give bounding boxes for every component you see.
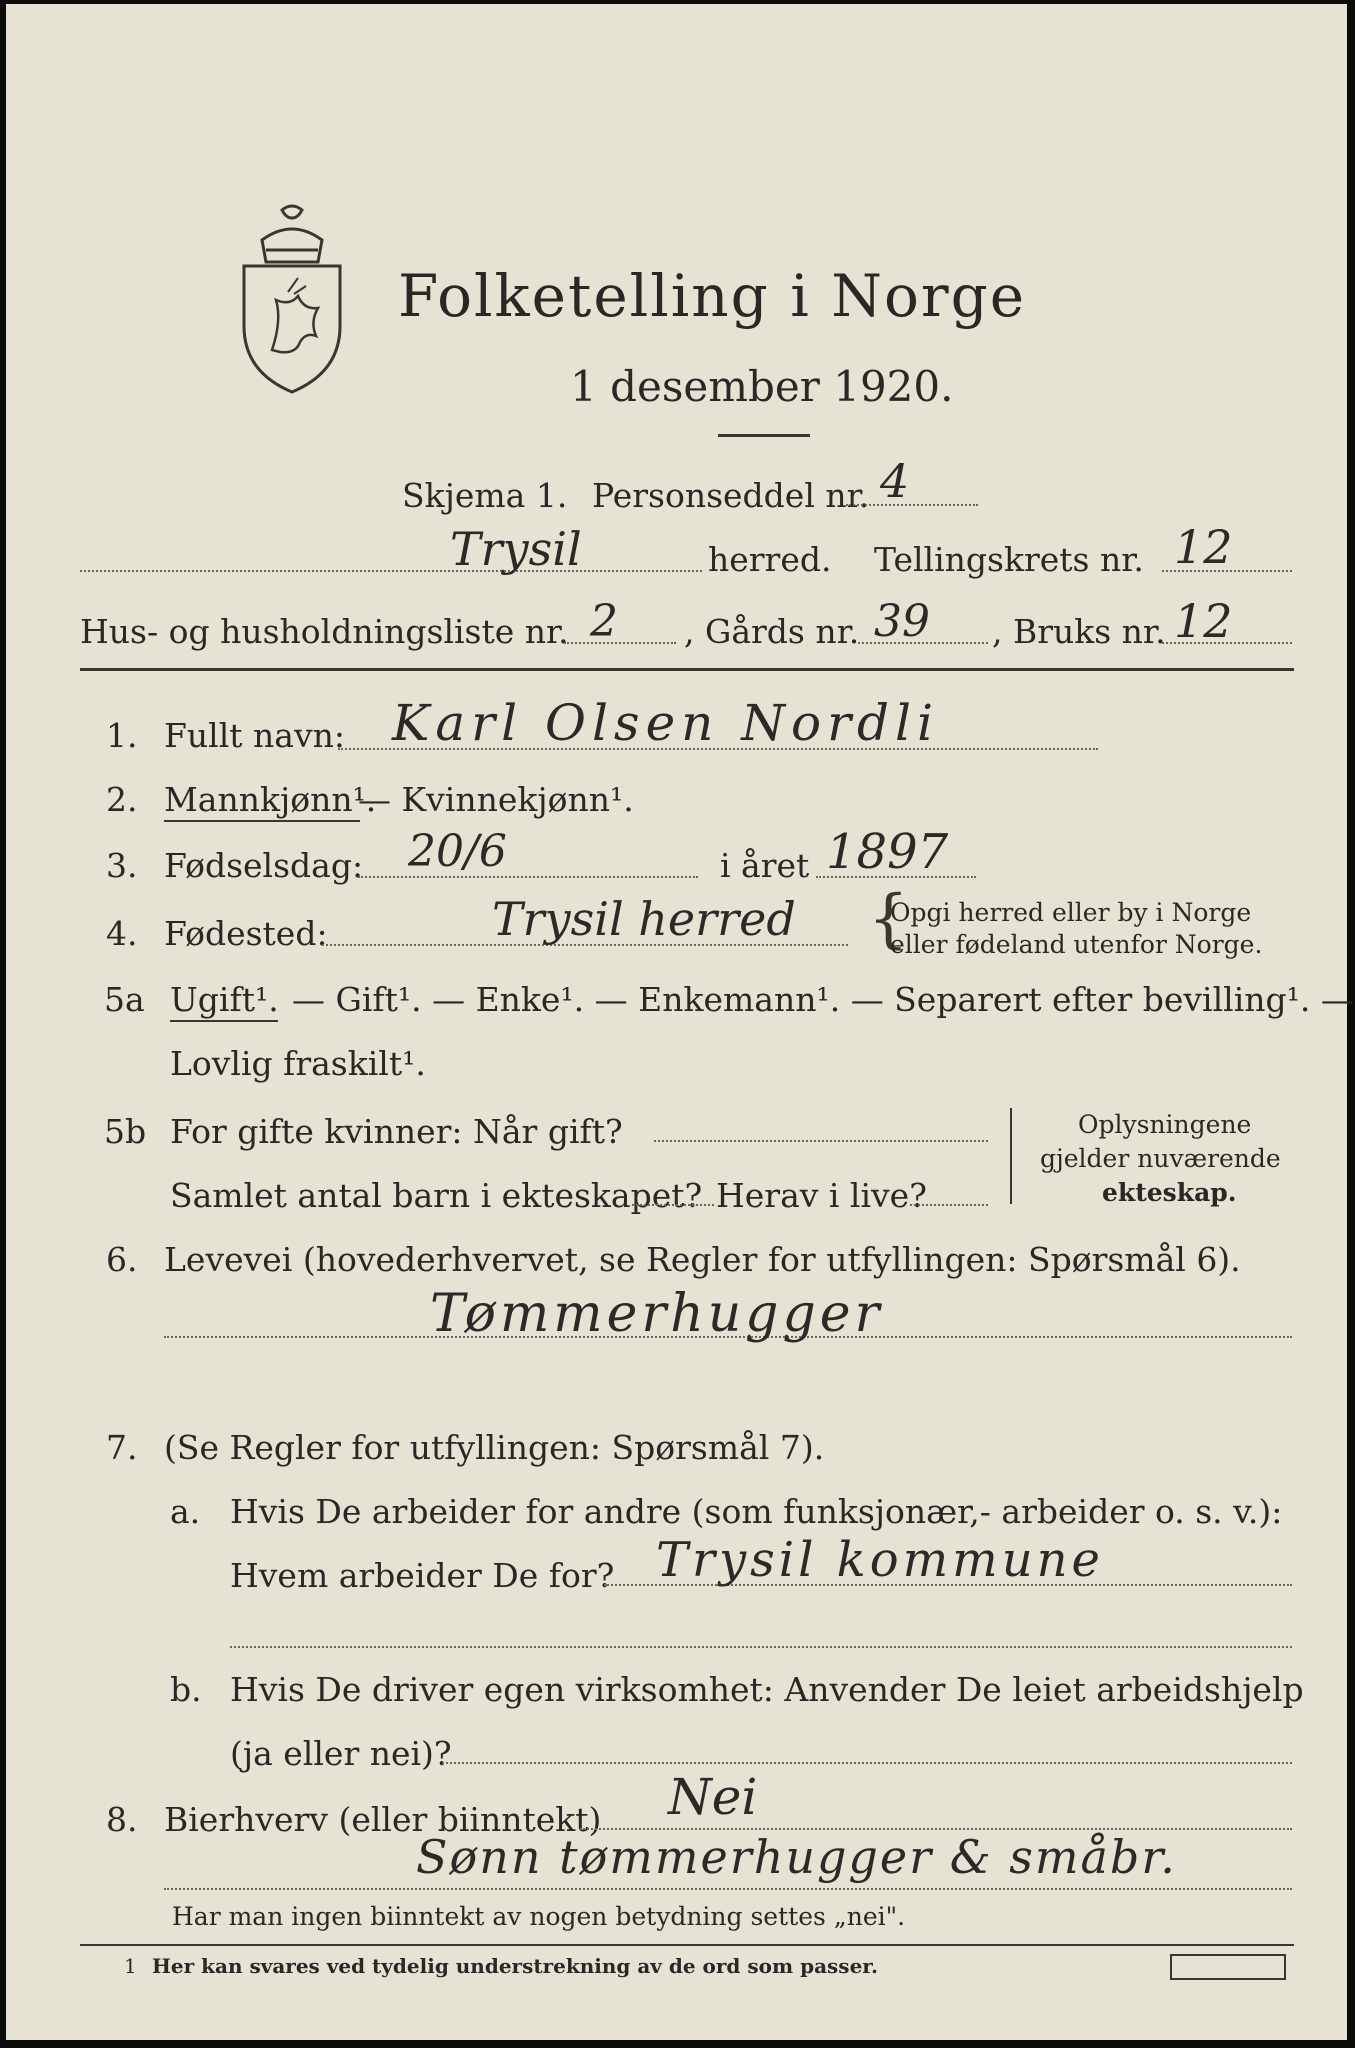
q5b-note-line2: gjelder nuværende — [1040, 1144, 1281, 1173]
bruks-label: , Bruks nr. — [992, 612, 1166, 651]
q5a-number: 5a — [104, 980, 145, 1019]
q7a-letter: a. — [170, 1492, 201, 1531]
q5a-selection-underline — [170, 1020, 278, 1022]
q3-number: 3. — [106, 846, 138, 885]
q5b-note-line3: ekteskap. — [1102, 1178, 1237, 1207]
q6-value: Tømmerhugger — [430, 1284, 884, 1344]
q2-female-option: — Kvinnekjønn¹. — [358, 780, 634, 819]
q4-number: 4. — [106, 914, 138, 953]
q5b-when-married-line — [654, 1140, 988, 1142]
herred-line — [80, 570, 702, 572]
q6-label: Levevei (hovederhvervet, se Regler for utfyllingen: Spørsmål 6). — [164, 1240, 1241, 1279]
q5a-line2: Lovlig fraskilt¹. — [170, 1044, 426, 1083]
q8-label: Bierhverv (eller biinntekt) — [164, 1800, 602, 1839]
printer-stamp-icon — [1170, 1954, 1286, 1980]
q5b-note-line1: Oplysningene — [1078, 1110, 1252, 1139]
husholdning-label: Hus- og husholdningsliste nr. — [80, 612, 569, 651]
q7b-line — [442, 1762, 1292, 1764]
q3-label: Fødselsdag: — [164, 846, 364, 885]
title-divider — [718, 434, 810, 437]
q4-note-line2: eller fødeland utenfor Norge. — [890, 930, 1263, 959]
form-date: 1 desember 1920. — [570, 362, 954, 411]
q4-note-line1: Opgi herred eller by i Norge — [890, 898, 1252, 927]
coat-of-arms-icon — [232, 200, 352, 400]
q5b-when-married-label: For gifte kvinner: Når gift? — [170, 1112, 623, 1151]
q5b-alive-line — [910, 1204, 988, 1206]
q4-value: Trysil herred — [492, 892, 796, 946]
q2-selection-underline — [164, 820, 360, 822]
footer-rule — [80, 1944, 1294, 1946]
q7a-extra-line — [230, 1646, 1292, 1648]
q8-line2 — [164, 1888, 1292, 1890]
gards-label: , Gårds nr. — [684, 612, 860, 651]
header-rule — [80, 668, 1294, 671]
q2-male-option: Mannkjønn¹. — [164, 780, 377, 819]
q5a-other-options: — Gift¹. — Enke¹. — Enkemann¹. — Separert efter bevilling¹. — — [292, 980, 1354, 1019]
q8-value-line2: Sønn tømmerhugger & småbr. — [416, 1830, 1177, 1884]
personseddel-label: Personseddel nr. — [592, 476, 870, 515]
q7b-label2: (ja eller nei)? — [230, 1734, 452, 1773]
footnote-number: 1 — [124, 1954, 137, 1978]
q5a-ugift-option: Ugift¹. — [170, 980, 279, 1019]
q2-number: 2. — [106, 780, 138, 819]
bruks-value: 12 — [1174, 594, 1233, 648]
q3-year-label: i året — [720, 846, 810, 885]
herred-label: herred. — [708, 540, 832, 579]
q7b-letter: b. — [170, 1670, 202, 1709]
q1-value: Karl Olsen Nordli — [392, 694, 940, 752]
q8-number: 8. — [106, 1800, 138, 1839]
tellingskrets-label: Tellingskrets nr. — [874, 540, 1144, 579]
husholdning-value: 2 — [590, 596, 618, 647]
q1-label: Fullt navn: — [164, 716, 345, 755]
q7a-label: Hvis De arbeider for andre (som funksjonær,- arbeider o. s. v.): — [230, 1492, 1283, 1531]
q7a-value: Trysil kommune — [656, 1532, 1104, 1588]
husholdning-line — [564, 642, 676, 644]
q3-year-value: 1897 — [826, 824, 949, 880]
q8-note: Har man ingen biinntekt av nogen betydning settes „nei". — [172, 1902, 906, 1931]
q7-label: (Se Regler for utfyllingen: Spørsmål 7). — [164, 1428, 825, 1467]
personseddel-line — [846, 504, 978, 506]
q5b-bracket — [1010, 1108, 1012, 1204]
q4-brace: { — [868, 882, 909, 956]
gards-value: 39 — [874, 596, 930, 647]
footnote-text: Her kan svares ved tydelig understrekning av de ord som passer. — [152, 1954, 878, 1978]
q4-label: Fødested: — [164, 914, 328, 953]
q7b-label: Hvis De driver egen virksomhet: Anvender De leiet arbeidshjelp — [230, 1670, 1304, 1709]
q6-number: 6. — [106, 1240, 138, 1279]
q7-number: 7. — [106, 1428, 138, 1467]
q5b-children-line — [632, 1204, 714, 1206]
q8-value-line1: Nei — [668, 1768, 758, 1826]
q5b-children-label: Samlet antal barn i ekteskapet? — [170, 1176, 703, 1215]
q1-number: 1. — [106, 716, 138, 755]
q3-value: 20/6 — [408, 826, 507, 877]
personseddel-value: 4 — [880, 454, 910, 508]
q5b-alive-label: Herav i live? — [716, 1176, 927, 1215]
q5b-number: 5b — [104, 1112, 147, 1151]
skjema-label: Skjema 1. — [402, 476, 568, 515]
herred-value: Trysil — [450, 522, 582, 576]
census-form-page — [6, 4, 1354, 2040]
form-title: Folketelling i Norge — [398, 262, 1027, 330]
tellingskrets-value: 12 — [1174, 520, 1233, 574]
q7a-employer-label: Hvem arbeider De for? — [230, 1556, 615, 1595]
